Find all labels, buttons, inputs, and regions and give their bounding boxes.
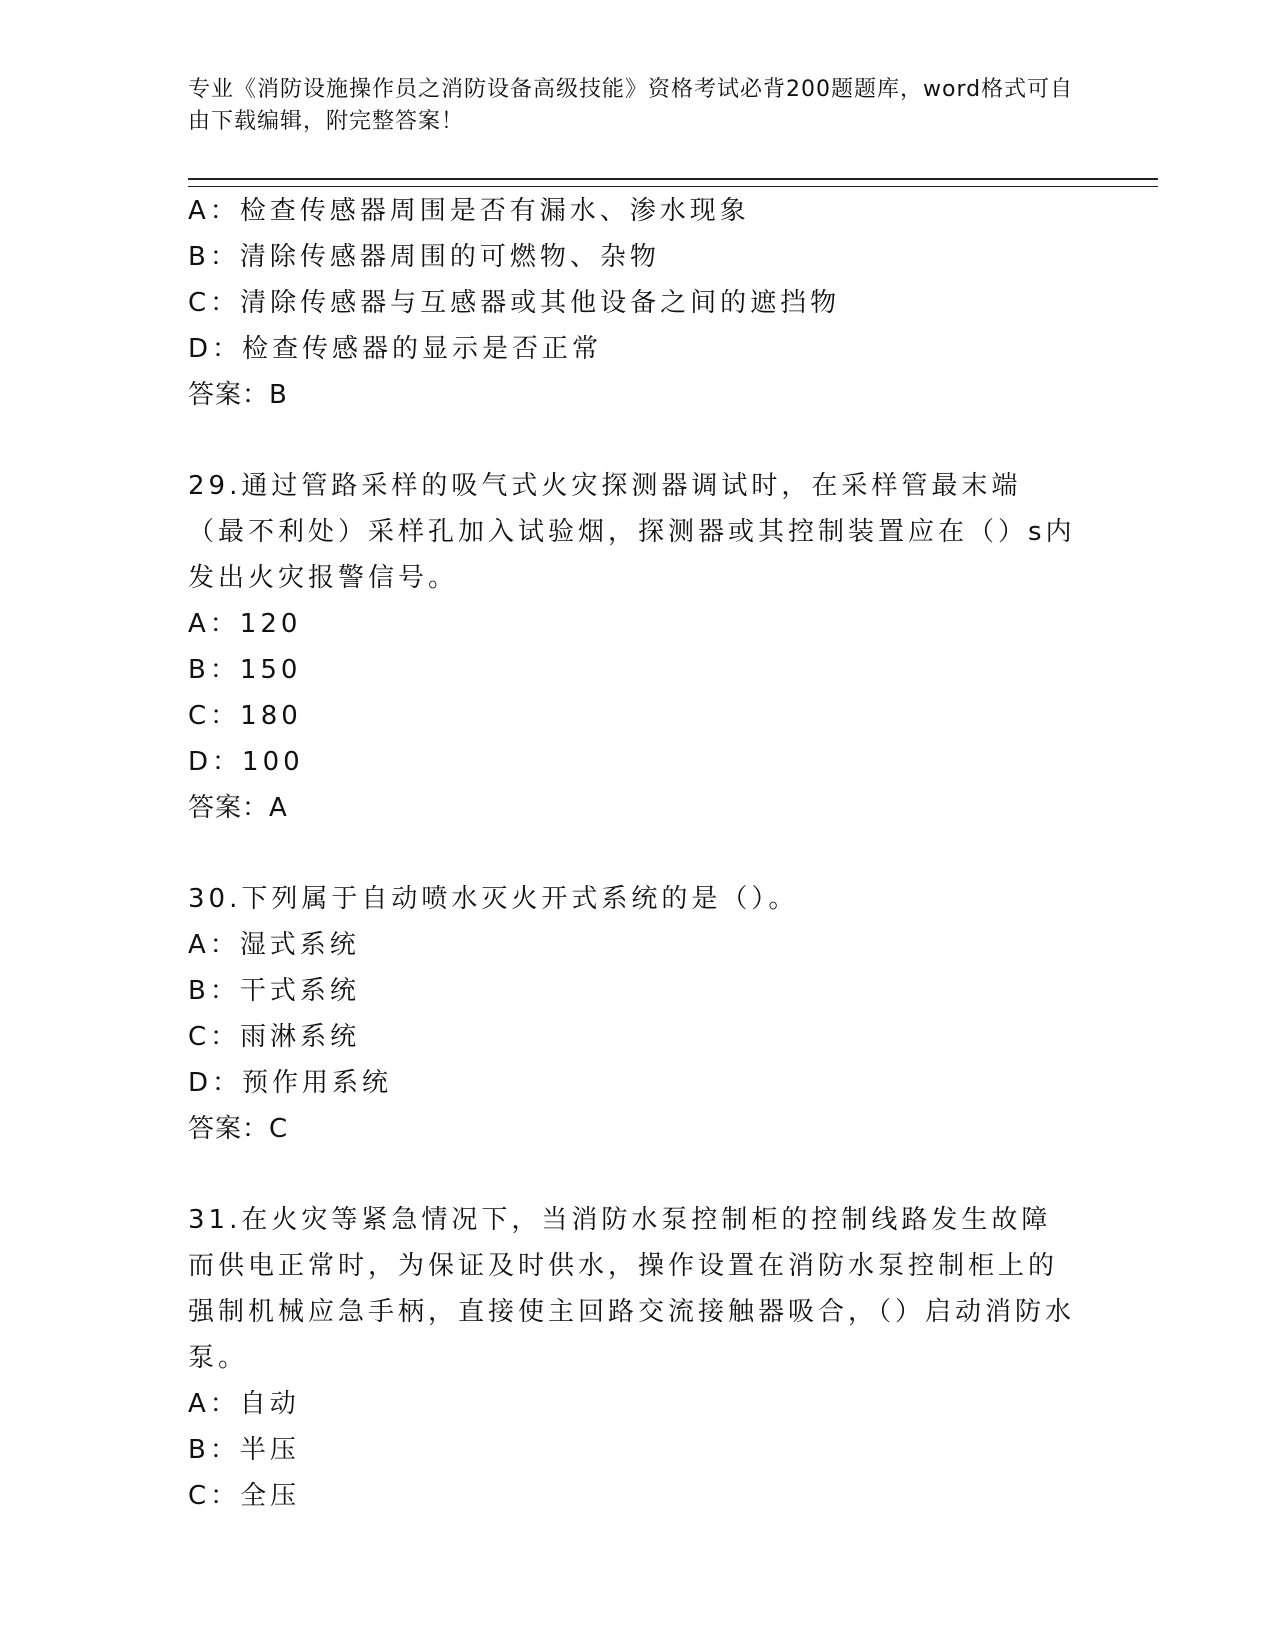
option-key: A：	[188, 1389, 240, 1419]
header-divider	[188, 178, 1158, 187]
option-key: B：	[188, 242, 240, 272]
option-key: D：	[188, 747, 243, 777]
option-text: 预作用系统	[242, 1068, 393, 1098]
option-b	[188, 1427, 1088, 1473]
option-text: 湿式系统	[239, 930, 360, 960]
question-28	[188, 188, 1088, 418]
document-header: 专业《消防设施操作员之消防设备高级技能》资格考试必背200题题库，word格式可自由下载编辑，附完整答案！	[188, 77, 1074, 134]
option-text: 检查传感器周围是否有漏水、渗水现象	[239, 196, 750, 226]
option-text: 全压	[240, 1481, 301, 1511]
option-d	[188, 1060, 1088, 1106]
question-stem: 31.在火灾等紧急情况下，当消防水泵控制柜的控制线路发生故障而供电正常时，为保证及时供水，操作设置在消防水泵控制柜上的强制机械应急手柄，直接使主回路交流接触器吸合，（）启动消防水泵。	[188, 1205, 1076, 1373]
option-text: 雨淋系统	[240, 1022, 361, 1052]
option-key: B：	[188, 976, 240, 1006]
option-text: 自动	[239, 1389, 300, 1419]
option-text: 150	[239, 655, 302, 685]
question-29	[188, 463, 1088, 831]
option-b	[188, 968, 1088, 1014]
option-text: 半压	[239, 1435, 300, 1465]
option-d	[188, 739, 1088, 785]
answer: 答案：C	[188, 1114, 289, 1144]
option-key: C：	[188, 288, 241, 318]
question-30	[188, 876, 1088, 1152]
option-c	[188, 693, 1088, 739]
option-key: B：	[188, 655, 240, 685]
option-c	[188, 280, 1088, 326]
question-stem: 30.下列属于自动喷水灭火开式系统的是（）。	[188, 884, 799, 914]
document-content	[188, 188, 1088, 1519]
option-key: C：	[188, 1022, 241, 1052]
answer: 答案：A	[188, 793, 288, 823]
option-key: B：	[188, 1435, 240, 1465]
option-a	[188, 1381, 1088, 1427]
option-text: 180	[240, 701, 302, 731]
option-text: 干式系统	[239, 976, 360, 1006]
option-a	[188, 601, 1088, 647]
option-text: 120	[239, 609, 302, 639]
option-b	[188, 234, 1088, 280]
option-key: A：	[188, 930, 240, 960]
option-c	[188, 1014, 1088, 1060]
option-b	[188, 647, 1088, 693]
option-text: 清除传感器与互感器或其他设备之间的遮挡物	[240, 288, 841, 318]
option-text: 100	[242, 747, 304, 777]
option-key: A：	[188, 609, 240, 639]
option-key: C：	[188, 1481, 241, 1511]
option-text: 检查传感器的显示是否正常	[242, 334, 603, 364]
answer: 答案：B	[188, 380, 288, 410]
question-31	[188, 1197, 1088, 1519]
option-d	[188, 326, 1088, 372]
option-key: D：	[188, 334, 243, 364]
question-stem: 29.通过管路采样的吸气式火灾探测器调试时，在采样管最末端（最不利处）采样孔加入试验烟，探测器或其控制装置应在（）s内发出火灾报警信号。	[188, 471, 1076, 593]
option-key: A：	[188, 196, 240, 226]
option-key: D：	[188, 1068, 243, 1098]
option-key: C：	[188, 701, 241, 731]
option-text: 清除传感器周围的可燃物、杂物	[239, 242, 660, 272]
option-a	[188, 922, 1088, 968]
option-c	[188, 1473, 1088, 1519]
option-a	[188, 188, 1088, 234]
